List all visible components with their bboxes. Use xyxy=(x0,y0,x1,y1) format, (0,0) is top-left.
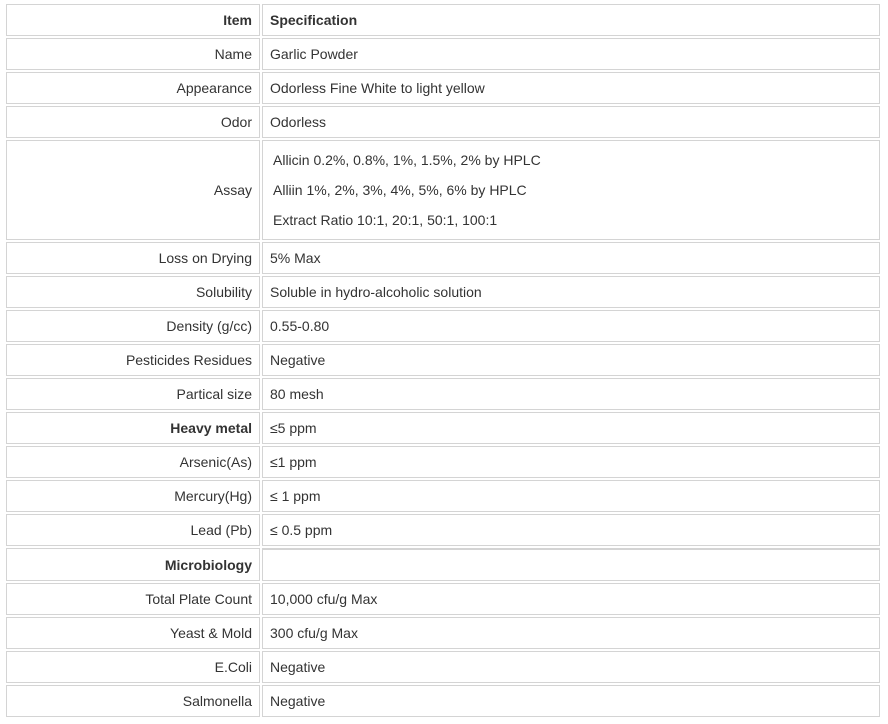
row-value: ≤5 ppm xyxy=(262,412,880,444)
row-label: Density (g/cc) xyxy=(6,310,260,342)
row-label: Name xyxy=(6,38,260,70)
row-label: Salmonella xyxy=(6,685,260,717)
table-row-assay xyxy=(6,140,880,240)
table-row-salmonella xyxy=(6,685,880,717)
row-label: Heavy metal xyxy=(6,412,260,444)
row-value: Soluble in hydro-alcoholic solution xyxy=(262,276,880,308)
row-label: Microbiology xyxy=(6,548,260,581)
row-value: ≤1 ppm xyxy=(262,446,880,478)
row-value xyxy=(262,548,880,581)
table-row-loss-on-drying xyxy=(6,242,880,274)
table-row-name xyxy=(6,38,880,70)
row-value: Negative xyxy=(262,651,880,683)
row-label: Yeast & Mold xyxy=(6,617,260,649)
row-value: ≤ 1 ppm xyxy=(262,480,880,512)
table-row-ecoli xyxy=(6,651,880,683)
table-header-row xyxy=(6,4,880,36)
row-label: Pesticides Residues xyxy=(6,344,260,376)
row-value: Odorless xyxy=(262,106,880,138)
assay-alliin: Alliin 1%, 2%, 3%, 4%, 5%, 6% by HPLC xyxy=(273,182,527,198)
row-value: 0.55-0.80 xyxy=(262,310,880,342)
row-value: Garlic Powder xyxy=(262,38,880,70)
table-row-heavy-metal xyxy=(6,412,880,444)
table-row-odor xyxy=(6,106,880,138)
header-item: Item xyxy=(6,4,260,36)
row-label: Lead (Pb) xyxy=(6,514,260,546)
row-value: 300 cfu/g Max xyxy=(262,617,880,649)
assay-allicin: Allicin 0.2%, 0.8%, 1%, 1.5%, 2% by HPLC xyxy=(273,152,541,168)
row-label: Mercury(Hg) xyxy=(6,480,260,512)
table-row-arsenic xyxy=(6,446,880,478)
row-label: Partical size xyxy=(6,378,260,410)
row-label: Appearance xyxy=(6,72,260,104)
row-value: 5% Max xyxy=(262,242,880,274)
table-row-pesticides xyxy=(6,344,880,376)
table-row-mercury xyxy=(6,480,880,512)
row-value: 10,000 cfu/g Max xyxy=(262,583,880,615)
table-row-density xyxy=(6,310,880,342)
row-label: Assay xyxy=(6,140,260,240)
table-row-partical-size xyxy=(6,378,880,410)
table-row-microbiology xyxy=(6,548,880,581)
assay-extract-ratio: Extract Ratio 10:1, 20:1, 50:1, 100:1 xyxy=(273,212,498,228)
row-value: ≤ 0.5 ppm xyxy=(262,514,880,546)
row-value: Negative xyxy=(262,685,880,717)
table-row-solubility xyxy=(6,276,880,308)
row-value: Negative xyxy=(262,344,880,376)
row-label: Loss on Drying xyxy=(6,242,260,274)
table-row-appearance xyxy=(6,72,880,104)
specification-table xyxy=(4,2,882,719)
row-value: Odorless Fine White to light yellow xyxy=(262,72,880,104)
table-row-total-plate-count xyxy=(6,583,880,615)
table-row-lead xyxy=(6,514,880,546)
header-specification: Specification xyxy=(262,4,880,36)
row-value: 80 mesh xyxy=(262,378,880,410)
assay-values xyxy=(262,140,880,240)
table-row-yeast-mold xyxy=(6,617,880,649)
row-label: Total Plate Count xyxy=(6,583,260,615)
row-label: Arsenic(As) xyxy=(6,446,260,478)
row-label: Solubility xyxy=(6,276,260,308)
row-label: E.Coli xyxy=(6,651,260,683)
row-label: Odor xyxy=(6,106,260,138)
